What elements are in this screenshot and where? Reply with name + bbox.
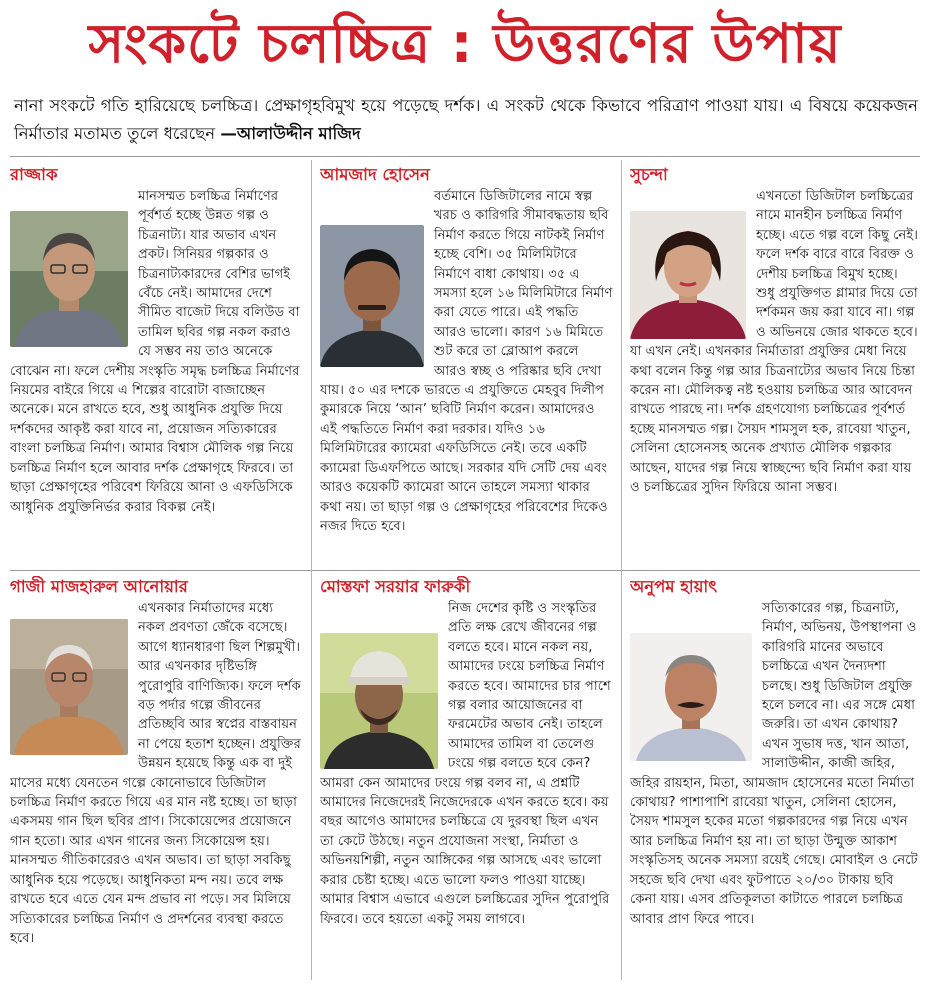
text-block-amjad [320, 187, 614, 536]
name-razzak: রাজ্জাক [10, 165, 58, 184]
text-block-gazi [10, 599, 304, 948]
middle-divider [10, 570, 920, 571]
section-amjad [320, 164, 614, 564]
quote-amjad: বর্তমানে ডিজিটালের নামে স্বল্প খরচ ও কারিগরি সীমাবদ্ধতায় ছবি নির্মাণ করতে গিয়ে নাটকই নির্মাণ হচ্ছে বেশি। ৩৫ মিলিমিটারে নির্মাণে বাধা কোথায়। ৩৫ এ সমস্যা হলে ১৬ মিলিমিটারে নির্মাণ করা যেতে পারে। এই পদ্ধতি আরও ভালো। কারণ ১৬ মিমিতে শুট করে তা ব্লোআপ করলে আরও স্বচ্ছ ও পরিষ্কার ছবি দেখা যায়। ৫০ এর দশকে ভারতে এ প্রযুক্তিতে মেহবুব দিলীপ কুমারকে নিয়ে ‘আন’ ছবিটি নির্মাণ করেন। আমাদেরও এই পদ্ধতিতে নির্মাণ করা দরকার। যদিও ১৬ মিলিমিটারের ক্যামেরা এফডিসিতে নেই। তবে একটি ক্যামেরা ডিএফপিতে আছে। সরকার যদি সেটি দেয় এবং আরও কয়েকটি ক্যামেরা আনে তাহলে সমস্যা থাকার কথা নয়। তা ছাড়া গল্প ও প্রেক্ষাগৃহের পরিবেশের দিকেও নজর দিতে হবে। [320, 189, 613, 534]
section-razzak [10, 164, 304, 564]
photo-razzak [10, 211, 128, 347]
text-block-farooki [320, 599, 614, 929]
name-farooki: মোস্তফা সরয়ার ফারুকী [320, 577, 471, 596]
section-anupam [630, 576, 920, 980]
column-divider-right [621, 160, 622, 980]
column-divider-left [311, 160, 312, 980]
byline: —আলাউদ্দীন মাজিদ [220, 124, 361, 143]
name-suchanda: সুচন্দা [630, 165, 668, 184]
text-block-anupam [630, 599, 920, 929]
quote-razzak: মানসম্মত চলচ্চিত্র নির্মাণের পূর্বশর্ত হচ্ছে উন্নত গল্প ও চিত্রনাট্য। যার অভাব এখন প্রকট। সিনিয়র গল্পকার ও চিত্রনাট্যকারদের বেশির ভাগই বেঁচে নেই। আমাদের দেশে সীমিত বাজেট দিয়ে বলিউড বা তামিল ছবির গল্প নকল করাও যে সম্ভব নয় তাও অনেকে বোঝেন না। ফলে দেশীয় সংস্কৃতি সমৃদ্ধ চলচ্চিত্র নির্মাণের নিয়মের বাইরে গিয়ে এ শিল্পের বারোটা বাজাচ্ছেন অনেকে। মনে রাখতে হবে, শুধু আধুনিক প্রযুক্তি দিয়ে দর্শকদের আকৃষ্ট করা যাবে না, প্রয়োজন সত্যিকারের বাংলা চলচ্চিত্র নির্মাণ। আমার বিশ্বাস মৌলিক গল্প নিয়ে চলচ্চিত্র নির্মাণ হলে আবার দর্শক প্রেক্ষাগৃহে ফিরবে। তা ছাড়া প্রেক্ষাগৃহের পরিবেশ ফিরিয়ে আনা ও এফডিসিকে আধুনিক প্রযুক্তিনির্ভর করার বিকল্প নেই। [10, 189, 300, 515]
photo-amjad [320, 225, 424, 367]
photo-gazi [10, 619, 128, 755]
name-anupam: অনুপম হায়াৎ [630, 577, 718, 596]
name-gazi: গাজী মাজহারুল আনোয়ার [10, 577, 188, 596]
name-amjad: আমজাদ হোসেন [320, 165, 430, 184]
text-block-suchanda [630, 187, 920, 498]
intro-paragraph [14, 92, 918, 148]
quote-anupam: সত্যিকারের গল্প, চিত্রনাট্য, নির্মাণ, অভিনয়, উপস্থাপনা ও কারিগরি মানের অভাবে চলচ্চিত্রে এখন দৈন্যদশা চলছে। শুধু ডিজিটাল প্রযুক্তি হলে চলবে না। এর সঙ্গে মেধা জরুরি। তা এখন কোথায়? এখন সুভাষ দত্ত, খান আতা, সালাউদ্দীন, কাজী জহির, জহির রায়হান, মিতা, আমজাদ হোসেনের মতো নির্মাতা কোথায়? পাশাপাশি রাবেয়া খাতুন, সেলিনা হোসেন, সৈয়দ শামসুল হকের মতো গল্পকারদের গল্প নিয়ে এখন আর চলচ্চিত্র নির্মাণ হয় না। তা ছাড়া উন্মুক্ত আকাশ সংস্কৃতিসহ অনেক সমস্যা রয়েই গেছে। মোবাইল ও নেটে সহজে ছবি দেখা এবং ফুটপাতে ২০/৩০ টাকায় ছবি কেনা যায়। এসব প্রতিকূলতা কাটাতে পারলে চলচ্চিত্র আবার প্রাণ ফিরে পাবে। [630, 601, 918, 927]
intro-text: নানা সংকটে গতি হারিয়েছে চলচ্চিত্র। প্রেক্ষাগৃহবিমুখ হয়ে পড়েছে দর্শক। এ সংকট থেকে কিভাবে পরিত্রাণ পাওয়া যায়। এ বিষয়ে কয়েকজন নির্মাতার মতামত তুলে ধরেছেন [14, 96, 918, 143]
photo-farooki [320, 633, 438, 769]
section-suchanda [630, 164, 920, 564]
quote-gazi: এখনকার নির্মাতাদের মধ্যে নকল প্রবণতা জেঁকে বসেছে। আগে ধ্যানধারণা ছিল শিল্পমুখী। আর এখনকার দৃষ্টিভঙ্গি পুরোপুরি বাণিজ্যিক। ফলে দর্শক বড় পর্দার গল্পে জীবনের প্রতিচ্ছবি আর স্বপ্নের বাস্তবায়ন না পেয়ে হতাশ হচ্ছেন। প্রযুক্তির উন্নয়ন হয়েছে কিন্তু এক বা দুই মাসের মধ্যে যেনতেন গল্পে কোনোভাবে ডিজিটাল চলচ্চিত্র নির্মাণ করতে গিয়ে এর মান নষ্ট হচ্ছে। তা ছাড়া একসময় গান ছিল ছবির প্রাণ। সিকোয়েন্সের প্রয়োজনে গান হতো। আর এখন গানের জন্য সিকোয়েন্স হয়। মানসম্মত গীতিকারেরও এখন অভাব। তা ছাড়া সবকিছু আধুনিক হয়ে পড়েছে। আধুনিকতা মন্দ নয়। তবে লক্ষ রাখতে হবে এতে যেন মন্দ প্রভাব না পড়ে। সব মিলিয়ে সত্যিকারের চলচ্চিত্র নির্মাণ ও প্রদর্শনের ব্যবস্থা করতে হবে। [10, 601, 301, 946]
text-block-razzak [10, 187, 304, 517]
top-divider [10, 156, 920, 157]
photo-suchanda [630, 211, 746, 339]
photo-anupam [630, 633, 752, 761]
quote-suchanda: এখনতো ডিজিটাল চলচ্চিত্রের নামে মানহীন চলচ্চিত্র নির্মাণ হচ্ছে। এতে গল্প বলে কিছু নেই। ফলে দর্শক বারে বারে বিরক্ত ও দেশীয় চলচ্চিত্র বিমুখ হচ্ছে। শুধু প্রযুক্তিগত গ্লামার দিয়ে তো দর্শকমন জয় করা যাবে না। গল্প ও অভিনয়ে জোর থাকতে হবে। যা এখন নেই। এখনকার নির্মাতারা প্রযুক্তির মেধা নিয়ে কথা বলেন কিন্তু গল্প আর চিত্রনাট্যের অভাব নিয়ে চিন্তা করেন না। মৌলিকত্ব নষ্ট হওয়ায় চলচ্চিত্র আর আবেদন রাখতে পারছে না। দর্শক গ্রহণযোগ্য চলচ্চিত্রের পূর্বশর্ত হচ্ছে মানসম্মত গল্প। সৈয়দ শামসুল হক, রাবেয়া খাতুন, সেলিনা হোসেনসহ অনেক প্রখ্যাত মৌলিক গল্পকার আছেন, যাদের গল্প নিয়ে স্বাচ্ছন্দ্যে ছবি নির্মাণ করা যায় ও চলচ্চিত্রের সুদিন ফিরিয়ে আনা সম্ভব। [630, 189, 918, 496]
quote-farooki: নিজ দেশের কৃষ্টি ও সংস্কৃতির প্রতি লক্ষ রেখে জীবনের গল্প বলতে হবে। মানে নকল নয়, আমাদের ঢংয়ে চলচ্চিত্র নির্মাণ করতে হবে। আমাদের চার পাশে গল্প বলার আয়োজনের বা ফরমেটের অভাব নেই। তাহলে আমাদের তামিল বা তেলেগু ঢংয়ে গল্প বলতে হবে কেন? আমরা কেন আমাদের ঢংয়ে গল্প বলব না, এ প্রশ্নটি আমাদের নিজেদেরই নিজেদেরকে এখন করতে হবে। কয় বছর আগেও আমাদের চলচ্চিত্রে যে দুরবস্থা ছিল এখন তা কেটে উঠছে। নতুন প্রযোজনা সংস্থা, নির্মাতা ও অভিনয়শিল্পী, নতুন আঙ্গিকের গল্প আসছে এবং ভালো করার চেষ্টা হচ্ছে। এতে ভালো ফলও পাওয়া যাচ্ছে। আমার বিশ্বাস এভাবে এগুলে চলচ্চিত্রের সুদিন পুরোপুরি ফিরবে। তবে হয়তো একটু সময় লাগবে। [320, 601, 611, 927]
section-farooki [320, 576, 614, 980]
section-gazi [10, 576, 304, 980]
headline: সংকটে চলচ্চিত্র : উত্তরণের উপায় [88, 12, 842, 75]
